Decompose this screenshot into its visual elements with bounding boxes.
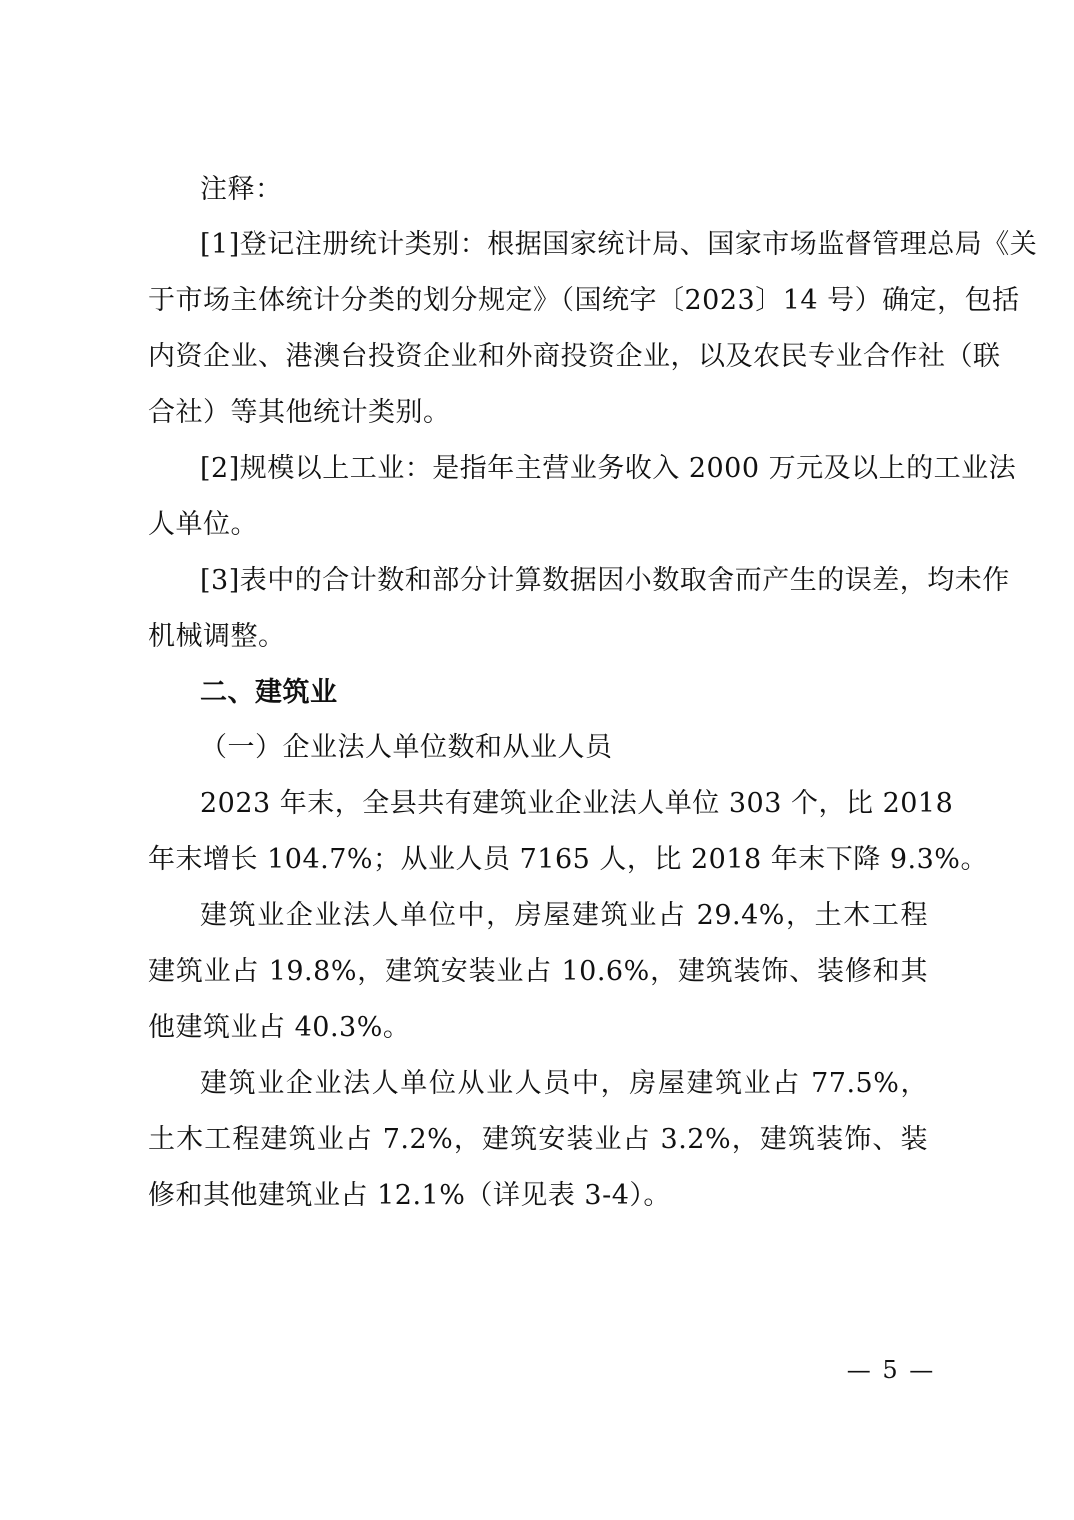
notes-title: 注释： xyxy=(200,174,283,205)
para-2-line-3: 他建筑业占 40.3%。 xyxy=(148,1012,411,1043)
page-number: — 5 — xyxy=(846,1356,936,1384)
note-2-line-1: [2]规模以上工业：是指年主营业务收入 2000 万元及以上的工业法 xyxy=(200,453,1017,484)
para-2-line-1: 建筑业企业法人单位中，房屋建筑业占 29.4%，土木工程 xyxy=(200,900,928,931)
para-3-line-3: 修和其他建筑业占 12.1%（详见表 3-4）。 xyxy=(148,1180,671,1211)
note-2-line-2: 人单位。 xyxy=(148,509,258,540)
note-1-line-2: 于市场主体统计分类的划分规定》（国统字〔2023〕14 号）确定，包括 xyxy=(148,285,1020,316)
para-1-line-1: 2023 年末，全县共有建筑业企业法人单位 303 个，比 2018 xyxy=(200,788,954,819)
note-1-line-3: 内资企业、港澳台投资企业和外商投资企业，以及农民专业合作社（联 xyxy=(148,341,1001,372)
note-1-line-4: 合社）等其他统计类别。 xyxy=(148,397,451,428)
note-1-line-1: [1]登记注册统计类别：根据国家统计局、国家市场监督管理总局《关 xyxy=(200,229,1038,260)
section-heading: 二、建筑业 xyxy=(200,677,338,708)
para-2-line-2: 建筑业占 19.8%，建筑安装业占 10.6%，建筑装饰、装修和其 xyxy=(148,956,928,987)
note-3-line-2: 机械调整。 xyxy=(148,621,286,652)
section-subheading: （一）企业法人单位数和从业人员 xyxy=(200,732,613,763)
para-3-line-2: 土木工程建筑业占 7.2%，建筑安装业占 3.2%，建筑装饰、装 xyxy=(148,1124,928,1155)
para-3-line-1: 建筑业企业法人单位从业人员中，房屋建筑业占 77.5%， xyxy=(200,1068,928,1099)
note-3-line-1: [3]表中的合计数和部分计算数据因小数取舍而产生的误差，均未作 xyxy=(200,565,1010,596)
para-1-line-2: 年末增长 104.7%；从业人员 7165 人，比 2018 年末下降 9.3%。 xyxy=(148,844,988,875)
